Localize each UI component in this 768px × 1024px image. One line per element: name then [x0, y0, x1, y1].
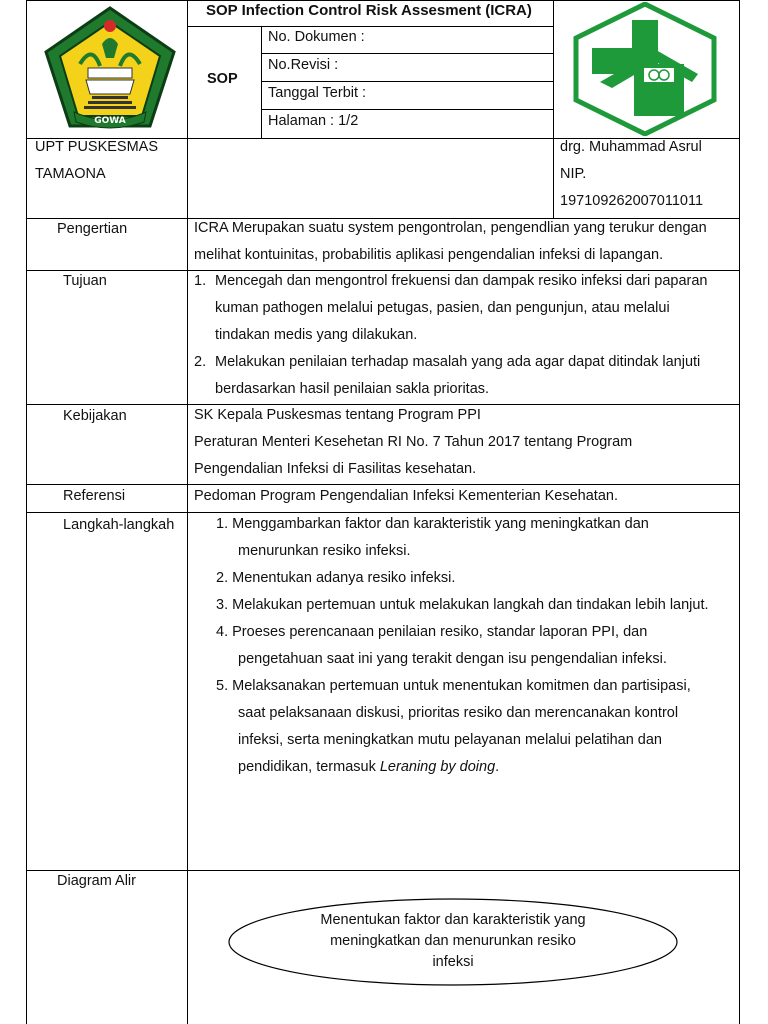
pengertian-label: Pengertian [57, 221, 128, 237]
langkah-num: 1. [216, 516, 229, 532]
nip-label: NIP. [560, 166, 587, 182]
langkah-line-suffix: . [495, 759, 500, 775]
kebijakan-line: SK Kepala Puskesmas tentang Program PPI [194, 407, 481, 423]
langkah-item-2 [216, 565, 709, 592]
tujuan-line: Mencegah dan mengontrol frekuensi dan dampak resiko infeksi dari paparan [215, 273, 708, 289]
langkah-line: saat pelaksanaan diskusi, prioritas resiko dan merencanakan kontrol [238, 705, 679, 721]
tujuan-label: Tujuan [63, 273, 107, 289]
tujuan-line: berdasarkan hasil penilaian sakla prioritas. [215, 381, 490, 397]
langkah-label: Langkah-langkah [63, 517, 175, 533]
langkah-line: Menentukan adanya resiko infeksi. [232, 570, 456, 586]
langkah-num: 5. [216, 678, 229, 694]
nip-value: 197109262007011011 [560, 193, 704, 209]
langkah-item-4 [216, 619, 709, 646]
langkah-line: menurunkan resiko infeksi. [238, 543, 411, 559]
signatory-block [560, 134, 703, 215]
langkah-italic-text: Leraning by doing [379, 759, 496, 775]
langkah-num: 4. [216, 624, 229, 640]
sop-label: SOP [207, 71, 238, 87]
kebijakan-text [194, 402, 632, 483]
tujuan-item-2 [215, 349, 700, 403]
tujuan-line: tindakan medis yang dilakukan. [215, 327, 418, 343]
langkah-last-line [216, 754, 709, 781]
document-title: SOP Infection Control Risk Assesment (ICRA) [206, 2, 532, 19]
langkah-list [216, 511, 709, 781]
langkah-line: Melaksanakan pertemuan untuk menentukan komitmen dan partisipasi, [232, 678, 691, 694]
langkah-num: 3. [216, 597, 229, 613]
flow-ellipse-line: meningkatkan dan menurunkan resiko [330, 933, 576, 949]
langkah-item-1 [216, 511, 709, 538]
kebijakan-label: Kebijakan [63, 408, 127, 424]
langkah-line: pengetahuan saat ini yang terakit dengan isu pengendalian infeksi. [238, 651, 667, 667]
tujuan-item-1-num: 1. [194, 273, 207, 289]
org-line-1: UPT PUSKESMAS [35, 139, 159, 155]
langkah-line: infeksi, serta meningkatkan mutu pelayanan melalui pelatihan dan [238, 732, 662, 748]
tanggal-terbit-label: Tanggal Terbit : [268, 85, 367, 101]
tujuan-item-1 [215, 268, 708, 349]
langkah-line: Menggambarkan faktor dan karakteristik yang meningkatkan dan [232, 516, 649, 532]
tujuan-line: Melakukan penilaian terhadap masalah yang ada agar dapat ditindak lanjuti [215, 354, 701, 370]
flow-ellipse-text [226, 910, 680, 973]
tujuan-line: kuman pathogen melalui petugas, pasien, dan pengunjun, atau melalui [215, 300, 670, 316]
tujuan-item-2-num: 2. [194, 354, 207, 370]
no-dokumen-label: No. Dokumen : [268, 29, 365, 45]
flow-ellipse-line: Menentukan faktor dan karakteristik yang [320, 912, 586, 928]
langkah-line: Proeses perencanaan penilaian resiko, standar laporan PPI, dan [232, 624, 648, 640]
langkah-item-3 [216, 592, 709, 619]
flow-ellipse-line: infeksi [432, 954, 474, 970]
langkah-line-prefix: pendidikan, termasuk [238, 759, 380, 775]
org-line-2: TAMAONA [35, 166, 106, 182]
puskesmas-logo [572, 2, 718, 136]
kebijakan-line: Pengendalian Infeksi di Fasilitas kesehatan. [194, 461, 477, 477]
pengertian-text [194, 215, 707, 269]
diagram-alir-label: Diagram Alir [57, 873, 136, 889]
langkah-num: 2. [216, 570, 229, 586]
org-name [35, 134, 158, 188]
langkah-item-5 [216, 673, 709, 700]
langkah-line: Melakukan pertemuan untuk melakukan langkah dan tindakan lebih lanjut. [232, 597, 709, 613]
signatory-name: drg. Muhammad Asrul [560, 139, 702, 155]
halaman-label: Halaman : 1/2 [268, 113, 359, 129]
gowa-emblem-logo [40, 4, 180, 132]
pengertian-line: ICRA Merupakan suatu system pengontrolan, pengendlian yang terukur dengan [194, 220, 707, 236]
referensi-label: Referensi [63, 488, 126, 504]
logo-banner-text: GOWA [94, 116, 126, 126]
referensi-text: Pedoman Program Pengendalian Infeksi Kementerian Kesehatan. [194, 488, 618, 504]
kebijakan-line: Peraturan Menteri Kesehetan RI No. 7 Tahun 2017 tentang Program [194, 434, 633, 450]
pengertian-line: melihat kontuinitas, probabilitis aplikasi pengendalian infeksi di lapangan. [194, 247, 664, 263]
no-revisi-label: No.Revisi : [268, 57, 339, 73]
